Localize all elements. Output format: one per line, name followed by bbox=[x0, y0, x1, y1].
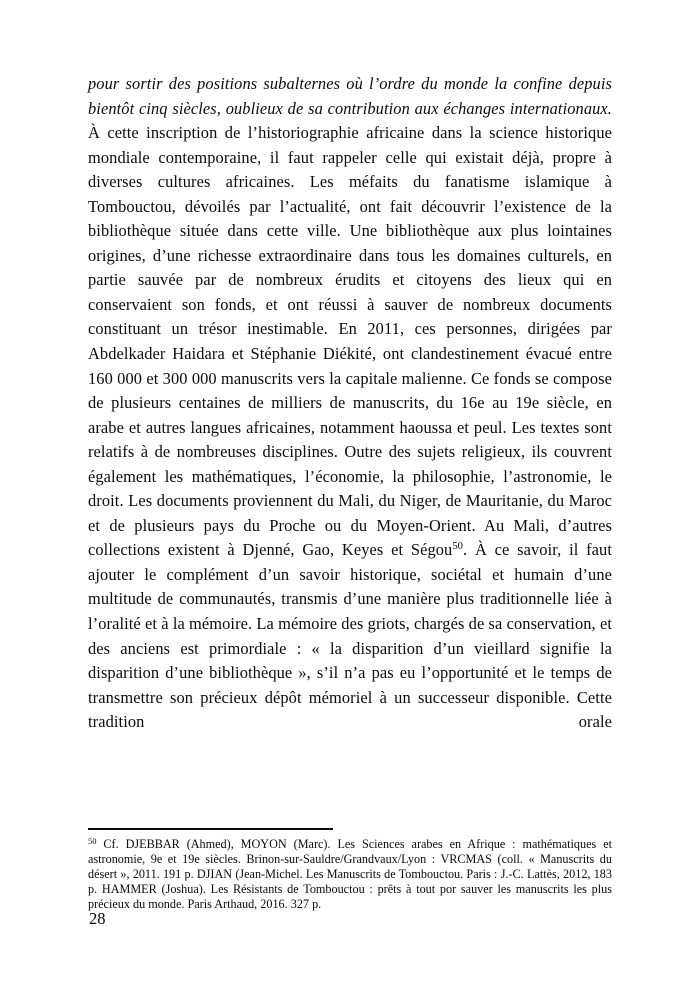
footnote-number: 50 bbox=[88, 836, 97, 846]
footnote-reference-marker: 50 bbox=[452, 541, 464, 553]
body-paragraph bbox=[88, 72, 612, 735]
footnote-block bbox=[88, 837, 612, 912]
body-text-after-ref: . À ce savoir, il faut ajouter le complément d’un savoir historique, sociétal et humain d’une multitude de communautés, transmis d’une manière plus traditionnelle liée à l’oralité et à la mémoire. La mémoire des griots, chargés de sa conservation, et des anciens est primordiale : « la disparition d’un vieillard signifie la disparition d’une bibliothèque », s’il n’a pas eu l’opportunité et le temps de transmettre son précieux dépôt mémoriel à un successeur disponible. Cette tradition orale bbox=[88, 540, 612, 732]
footnote-separator-rule bbox=[88, 828, 333, 830]
italic-lead-text: pour sortir des positions subalternes où l’ordre du monde la confine depuis bientôt cinq siècles, oublieux de sa contribution aux échanges internationaux. bbox=[88, 74, 612, 118]
page-number: 28 bbox=[89, 909, 106, 928]
body-text-before-ref: À cette inscription de l’historiographie africaine dans la science historique mondiale contemporaine, il faut rappeler celle qui existait déjà, propre à diverses cultures africaines. Les méfaits du fanatisme islamique à Tombouctou, dévoilés par l’actualité, ont fait découvrir l’existence de la bibliothèque située dans cette ville. Une bibliothèque aux plus lointaines origines, d’une richesse extraordinaire dans tous les domaines culturels, en partie sauvée par de nombreux érudits et citoyens des lieux qui en conservaient son fonds, et ont réussi à sauver de nombreux documents constituant un trésor inestimable. En 2011, ces personnes, dirigées par Abdelkader Haidara et Stéphanie Diékité, ont clandestinement évacué entre 160 000 et 300 000 manuscrits vers la capitale malienne. Ce fonds se compose de plusieurs centaines de milliers de manuscrits, du 16e au 19e siècle, en arabe et autres langues africaines, notamment haoussa et peul. Les textes sont relatifs à de nombreuses disciplines. Outre des sujets religieux, ils couvrent également les mathématiques, l’économie, la philosophie, l’astronomie, le droit. Les documents proviennent du Mali, du Niger, de Mauritanie, du Maroc et de plusieurs pays du Proche ou du Moyen-Orient. Au Mali, d’autres collections existent à Djenné, Gao, Keyes et Ségou bbox=[88, 123, 612, 560]
footnote-text: Cf. DJEBBAR (Ahmed), MOYON (Marc). Les Sciences arabes en Afrique : mathématiques et astronomie, 9e et 19e siècles. Brinon-sur-Sauldre/Grandvaux/Lyon : VRCMAS (coll. « Manuscrits du désert », 2011. 191 p. DJIAN (Jean-Michel. Les Manuscrits de Tombouctou. Paris : J.-C. Lattès, 2012, 183 p. HAMMER (Joshua). Les Résistants de Tombouctou : prêts à tout por sauver les manuscrits les plus précieux du monde. Paris Arthaud, 2016. 327 p. bbox=[88, 837, 612, 911]
